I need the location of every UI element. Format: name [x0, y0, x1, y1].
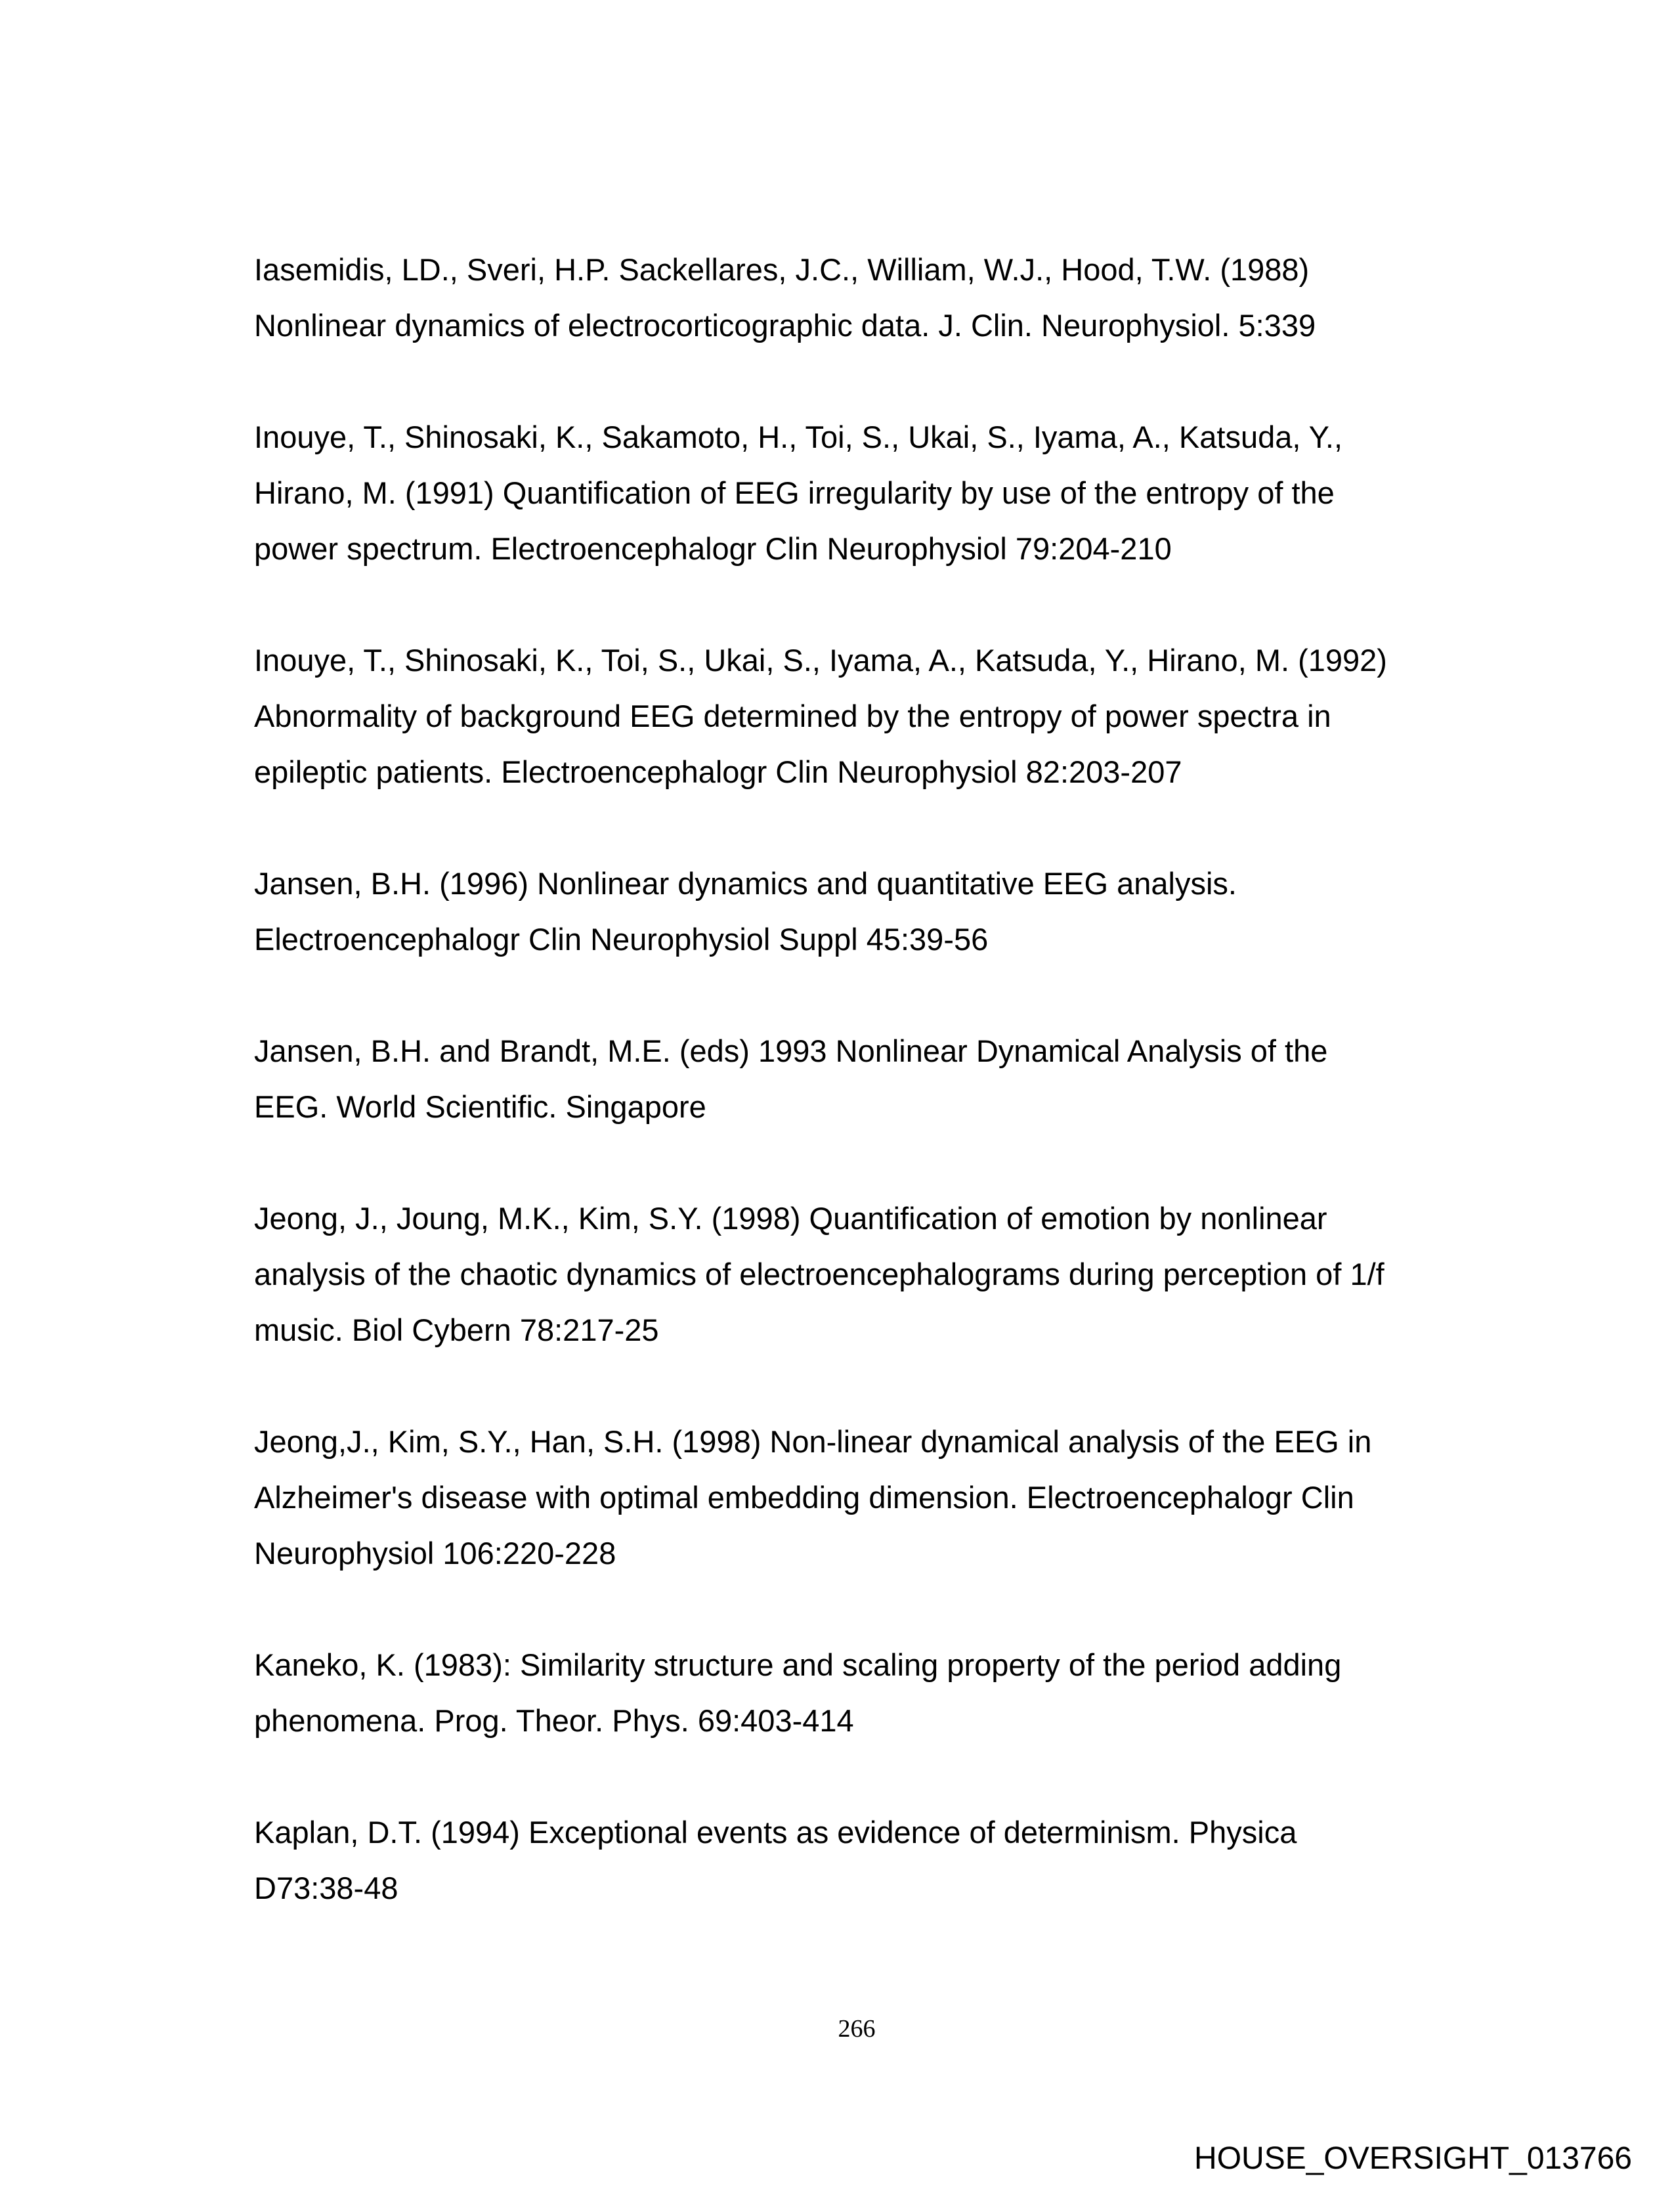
reference-line: Jansen, B.H. (1996) Nonlinear dynamics and quantitative EEG analysis. [254, 866, 1237, 901]
reference-entry [254, 856, 1501, 967]
reference-entry [254, 242, 1501, 353]
reference-line: analysis of the chaotic dynamics of electroencephalograms during perception of 1/f [254, 1257, 1384, 1291]
reference-line: epileptic patients. Electroencephalogr Clin Neurophysiol 82:203-207 [254, 754, 1182, 789]
reference-entry [254, 1804, 1501, 1916]
reference-line: Jeong, J., Joung, M.K., Kim, S.Y. (1998) Quantification of emotion by nonlinear [254, 1201, 1327, 1236]
page-number: 266 [838, 2015, 876, 2043]
reference-line: Neurophysiol 106:220-228 [254, 1536, 616, 1571]
reference-entry [254, 1190, 1501, 1358]
reference-line: Hirano, M. (1991) Quantification of EEG irregularity by use of the entropy of the [254, 475, 1335, 510]
bates-stamp: HOUSE_OVERSIGHT_013766 [1194, 2141, 1632, 2176]
reference-line: Inouye, T., Shinosaki, K., Sakamoto, H., Toi, S., Ukai, S., Iyama, A., Katsuda, Y., [254, 420, 1343, 454]
reference-line: Alzheimer's disease with optimal embedding dimension. Electroencephalogr Clin [254, 1480, 1354, 1515]
reference-line: Iasemidis, LD., Sveri, H.P. Sackellares, J.C., William, W.J., Hood, T.W. (1988) [254, 252, 1310, 287]
reference-line: power spectrum. Electroencephalogr Clin Neurophysiol 79:204-210 [254, 531, 1172, 566]
reference-entry [254, 1637, 1501, 1748]
reference-entry [254, 1414, 1501, 1581]
reference-line: Inouye, T., Shinosaki, K., Toi, S., Ukai, S., Iyama, A., Katsuda, Y., Hirano, M. (1992) [254, 643, 1387, 678]
reference-line: EEG. World Scientific. Singapore [254, 1089, 706, 1124]
reference-line: Jansen, B.H. and Brandt, M.E. (eds) 1993 Nonlinear Dynamical Analysis of the [254, 1033, 1328, 1068]
reference-line: Electroencephalogr Clin Neurophysiol Suppl 45:39-56 [254, 922, 989, 957]
reference-entry [254, 632, 1501, 800]
reference-line: music. Biol Cybern 78:217-25 [254, 1312, 659, 1347]
reference-line: Kaneko, K. (1983): Similarity structure and scaling property of the period adding [254, 1647, 1342, 1682]
reference-line: phenomena. Prog. Theor. Phys. 69:403-414 [254, 1703, 854, 1738]
reference-line: Jeong,J., Kim, S.Y., Han, S.H. (1998) Non-linear dynamical analysis of the EEG in [254, 1424, 1372, 1459]
reference-line: D73:38-48 [254, 1871, 398, 1905]
reference-entry [254, 1023, 1501, 1135]
reference-line: Abnormality of background EEG determined by the entropy of power spectra in [254, 699, 1331, 733]
reference-entry [254, 409, 1501, 576]
reference-line: Kaplan, D.T. (1994) Exceptional events as evidence of determinism. Physica [254, 1815, 1297, 1850]
reference-line: Nonlinear dynamics of electrocorticographic data. J. Clin. Neurophysiol. 5:339 [254, 308, 1316, 343]
reference-list [254, 242, 1501, 1972]
